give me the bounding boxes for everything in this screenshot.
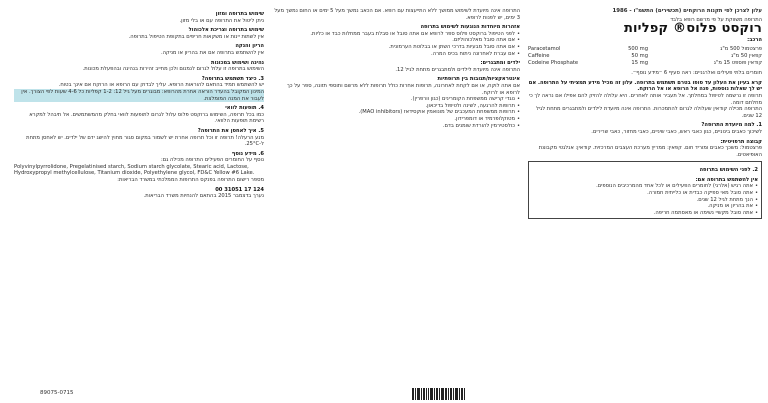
list-item: • אם עברת לאחרונה ניתוח בכיס המרה. bbox=[272, 51, 520, 58]
ingredient-amount: 500 mg bbox=[628, 46, 648, 53]
paragraph: התרופה אינה מיועדת לשימוש ממושך ללא התייעצות עם רופא. אם הכאב נמשך מעל 5 ימים או החום נמשך מעל 3 ימים, יש לפנות לרופא. bbox=[274, 8, 520, 21]
document-code: 89075-0715 bbox=[40, 390, 74, 396]
list-item: • לפני הטיפול ברוקסט פלוס ספר לרופא אם אתה סובל או סבלת בעבר ממחלות כבד או כליות. bbox=[272, 31, 520, 38]
ingredient-en-row bbox=[528, 53, 648, 60]
section-6-heading: 6. מידע נוסף bbox=[231, 150, 264, 157]
ingredients-table bbox=[528, 46, 762, 66]
section-4-heading: 4. תופעות לוואי bbox=[225, 105, 264, 112]
ingredient-name: Codeine Phosphate bbox=[528, 59, 579, 66]
section-6-text: נוסף על החומרים הפעילים התרופה מכילה גם: bbox=[161, 157, 264, 164]
food-text: ניתן ליטול את התרופה עם או בלי מזון. bbox=[179, 17, 264, 24]
list-item: • הנך מתחת לגיל 12 שנים. bbox=[532, 197, 758, 204]
ingredient-he: קודאין פוספט 15 מ"ג bbox=[713, 59, 762, 66]
pregnancy-heading: הריון והנקה bbox=[235, 43, 264, 50]
contraindications-list bbox=[532, 183, 758, 216]
registration-number: 124 17 31051 00 bbox=[215, 186, 264, 193]
prescription-note: התרופה משווקת על פי מרשם רופא בלבד bbox=[670, 16, 762, 23]
paragraph: תרופה זו נרשמה לטיפול במחלתך. אל תעביר אותה לאחרים. היא עלולה להזיק להם אפילו אם נראה לך כי מחלתם דומה. bbox=[528, 92, 762, 106]
section-5-heading: 5. איך לאחסן את התרופה? bbox=[197, 127, 264, 134]
ingredient-en-row bbox=[528, 60, 648, 67]
ingredients-label: הרכב: bbox=[747, 36, 762, 43]
pregnancy-text: אין להשתמש בתרופה אם את בהריון או מניקה. bbox=[160, 49, 264, 56]
list-item: • מטוקלופרמיד או דומפרידון. bbox=[272, 116, 520, 123]
regulation-text: עלון לצרכן לפי תקנות הרוקחים (תכשירים) התשמ"ו - 1986 bbox=[612, 8, 762, 14]
section-1-text: לשיכוך כאבים בינוניים, כגון כאבי ראש, כאבי שיניים, כאבי מחזור, כאבי שרירים. bbox=[591, 128, 762, 135]
ingredient-amount: 50 mg bbox=[631, 52, 648, 59]
section-3-heading: 3. כיצד תשתמש בתרופה? bbox=[201, 75, 264, 82]
driving-heading: נהיגה ושימוש במכונות bbox=[211, 59, 264, 66]
driving-text: השימוש בתרופה זו עלול לגרום לנמנום ולכן מחייב זהירות בנהיגה ובהפעלת מכונות. bbox=[82, 66, 264, 73]
product-title: רוקסט פלוס® קפליות bbox=[623, 21, 762, 37]
interactions-text: אם אתה לוקח, או אם לקחת לאחרונה, תרופות אחרות כולל תרופות ללא מרשם ותוספי תזונה, ספר על כך לרופא או לרוקח. bbox=[287, 82, 520, 96]
ingredient-amount: 15 mg bbox=[631, 59, 648, 66]
revision-date: נערך בדצמבר 2015 בהתאם להנחיות משרד הבריאות. bbox=[143, 193, 264, 200]
leaflet-header bbox=[528, 8, 762, 15]
therapeutic-group-label: קבוצה תרפויטית: bbox=[720, 138, 762, 145]
list-item: • אם אתה סובל מאלכוהוליזם. bbox=[272, 37, 520, 44]
section-4-text: כמו בכל תרופה, השימוש ברוקסט פלוס עלול לגרום לתופעות לוואי בחלק מהמשתמשים. אל תיבהל למקרא רשימת תופעות הלוואי. bbox=[29, 111, 264, 125]
ingredient-name: Paracetamol bbox=[528, 46, 561, 53]
section-3-text: יש להשתמש תמיד בהתאם להוראות הרופא. עליך לבדוק עם הרופא או הרוקח אם אינך בטוח. bbox=[58, 82, 264, 89]
interactions-heading: אינטראקציות/תגובות בין תרופתיות bbox=[437, 76, 520, 83]
section-2-box bbox=[528, 161, 762, 219]
children-text: התרופה אינה מיועדת לילדים ולמתבגרים מתחת לגיל 12. bbox=[395, 66, 520, 73]
list-item: • תרופות ממשפחת המעכבים של מונואמין אוקסידאז (MAO inhibitors). bbox=[272, 109, 520, 116]
children-heading: ילדים ומתבגרים: bbox=[480, 60, 520, 67]
inactive-note: חומרים בלתי פעילים ואלרגניים: ראה סעיף 6 ״מידע נוסף״. bbox=[631, 70, 762, 77]
food-heading: שימוש בתרופה ומזון bbox=[215, 11, 264, 17]
warnings-heading: אזהרות מיוחדות הנוגעות לשימוש בתרופה bbox=[420, 24, 520, 31]
alcohol-text: אין לשתות יינות או משקאות חריפים בתקופת הטיפול בתרופה. bbox=[128, 33, 264, 40]
section-2-heading: 2. לפני השימוש בתרופה bbox=[699, 167, 758, 174]
ingredient-name: Caffeine bbox=[528, 52, 550, 59]
contraindications-label: אין להשתמש בתרופה אם: bbox=[695, 176, 758, 183]
section-5-text: מנע הרעלה! תרופה זו וכל תרופה אחרת יש לשמור במקום סגור מחוץ להישג ידם של ילדים. יש לאחסן מתחת ל-25°C. bbox=[26, 134, 264, 148]
leaflet-column-left bbox=[14, 8, 264, 396]
registration-text: מספר רישום התרופה בפנקס התרופות הממלכתי במשרד הבריאות: bbox=[117, 177, 264, 184]
ingredients-english bbox=[528, 46, 648, 66]
ingredients-hebrew bbox=[657, 46, 762, 66]
ingredient-he: פרצטמול 500 מ"ג bbox=[720, 46, 762, 53]
warnings-list bbox=[272, 31, 520, 57]
leaflet-column-middle bbox=[272, 8, 520, 396]
barcode bbox=[412, 388, 488, 400]
list-item: • את בהריון או מניקה. bbox=[532, 203, 758, 210]
list-item: • נוגדי קרישה ממשפחת הקומרינים (כגון וורפרין). bbox=[272, 96, 520, 103]
alcohol-heading: שימוש בתרופה וצריכת אלכוהול bbox=[188, 27, 264, 34]
section-1-heading: 1. למה מיועדת התרופה? bbox=[701, 122, 762, 129]
dosage-text: המינון המקובל בהעדר הוראה אחרת מהרופא: מבוגרים מעל גיל 12: 1-2 קפליות כל 4-6 שעות לפי הצורך. אין לעבור את המנה המומלצת. bbox=[14, 89, 264, 102]
inactive-ingredients: Polyvinylpyrrolidone, Pregelatinised starch, Sodium starch glycolate, Stearic acid, Lactose, Hydroxypropyl methylcellulose, Titanium dioxide, Polyethylene glycol, FD&C Yellow #6 Lake. bbox=[14, 163, 255, 177]
list-item: • כולסטירמין להורדת שומנים בדם. bbox=[272, 123, 520, 130]
list-item: • אתה סובל מאי ספיקה כבדית או כלייתית חמורה. bbox=[532, 190, 758, 197]
paragraph: התרופה מכילה קודאין שעלולה לגרום להתמכרות. התרופה אינה מיועדת לילדים ולמתבגרים מתחת לגיל 12 שנים. bbox=[535, 106, 762, 119]
therapeutic-group-text: פרצטמול: משכך כאבים ומוריד חום. קפאין: ממריץ מערכת העצבים המרכזית. קודאין: אנלגטי מקבוצת האופיאטים. bbox=[538, 145, 762, 158]
leaflet-column-right bbox=[528, 8, 762, 396]
list-item: • תרופות להרגעה, לשינה ולטיפול בדיכאון. bbox=[272, 103, 520, 110]
list-item: • אתה סובל מקשיי נשימה או מאסתמה חריפה. bbox=[532, 210, 758, 217]
ingredient-en-row bbox=[528, 46, 648, 53]
ingredient-he: קפאין 50 מ"ג bbox=[731, 52, 762, 59]
list-item: • אתה רגיש (אלרגי) לחומרים הפעילים או לכל אחד מהמרכיבים הנוספים. bbox=[532, 183, 758, 190]
interactions-list bbox=[272, 96, 520, 129]
list-item: • אם אתה סובל מבעיות בדרכי השתן או בבלוטת הערמונית. bbox=[272, 44, 520, 51]
read-carefully: קרא בעיון את העלון עד סופו בטרם תשתמש בתרופה. עלון זה מכיל מידע תמציתי על התרופה. אם יש לך שאלות נוספות, פנה אל הרופא או אל הרוקח. bbox=[528, 79, 762, 93]
